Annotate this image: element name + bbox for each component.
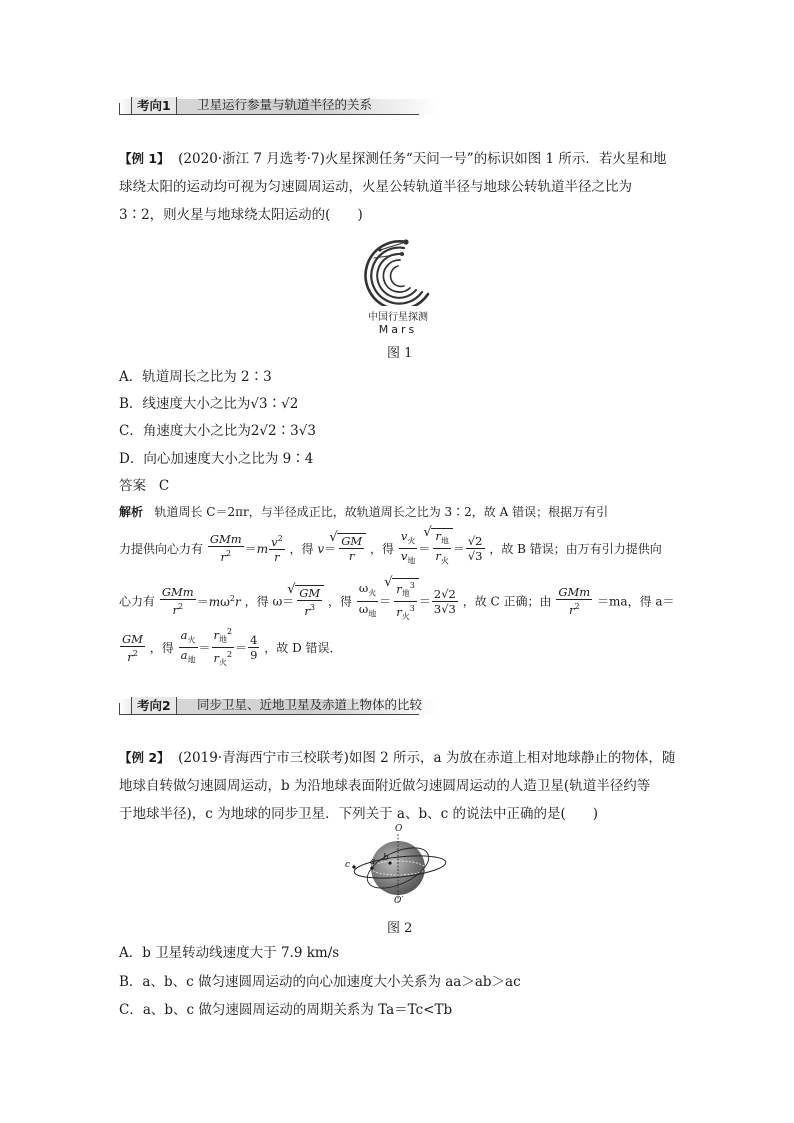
option-d: D．向心加速度大小之比为 9∶4 xyxy=(119,451,314,467)
example2-line-3: 于地球半径)，c 为地球的同步卫星．下列关于 a、b、c 的说法中正确的是( ) xyxy=(119,806,598,822)
formula-sqrt: √ $\frac{r_地^3}{r_火^3}$ xyxy=(392,578,419,624)
analysis-line-4: $\frac{GM}{r^2}$ ，得 $\frac{a_火}{a_地}$ ＝ $\frac{r_地^2}{r_火^2}$ ＝ $\frac{4}{9}$ ，故 D 错误． xyxy=(119,625,342,665)
example2-line-1 xyxy=(119,744,679,772)
analysis-text-2c: ，得 xyxy=(369,541,394,556)
option2-b: B．a、b、c 做匀速圆周运动的向心加速度大小关系为 aa＞ab＞ac xyxy=(119,974,521,990)
formula-fraction: $\frac{GM}{r^2}$ xyxy=(122,631,143,664)
figure1-caption: 图 1 xyxy=(387,346,413,361)
example2-stem xyxy=(119,744,679,828)
option-b-text: B．线速度大小之比为 xyxy=(119,396,251,412)
option-c-text: C．角速度大小之比为 xyxy=(119,423,251,439)
formula-sqrt: √ $\frac{GM}{r^3}$ xyxy=(295,585,324,618)
section-header-1 xyxy=(119,93,439,115)
option-b-math: √3∶√2 xyxy=(250,396,299,412)
earth-globe-icon xyxy=(340,826,450,906)
option2-a: A．b 卫星转动线速度大于 7.9 km/s xyxy=(119,945,340,961)
earth-orbit-figure xyxy=(340,826,450,906)
example1-line-3: 3∶2，则火星与地球绕太阳运动的( ) xyxy=(119,207,363,223)
answer-value: C xyxy=(158,478,170,494)
formula-fraction: $\frac{\omega_火}{\omega_地}$ xyxy=(358,581,377,618)
analysis-line-1 xyxy=(119,502,679,522)
tianwen-logo xyxy=(358,232,438,336)
label-c: c xyxy=(345,860,351,870)
formula-sqrt: √ $\frac{GM}{r}$ xyxy=(337,533,366,563)
formula-fraction: $\frac{2√2}{3√3}$ xyxy=(433,586,456,616)
mars-logo-arcs-icon xyxy=(358,232,438,306)
example1-stem xyxy=(119,145,679,229)
formula-fraction: $\frac{4}{9}$ xyxy=(250,633,258,663)
formula-fraction: $\frac{√2}{√3}$ xyxy=(467,533,483,563)
section-title: 同步卫星、近地卫星及赤道上物体的比较 xyxy=(197,697,423,712)
option-c xyxy=(119,421,316,441)
formula-fraction: $\frac{a_火}{a_地}$ xyxy=(180,627,196,665)
example1-line-1 xyxy=(119,145,679,173)
analysis-text-2a: 力提供向心力有 xyxy=(119,541,204,556)
option-a: A．轨道周长之比为 2∶3 xyxy=(119,369,272,385)
section-title: 卫星运行参量与轨道半径的关系 xyxy=(197,97,373,112)
formula-fraction: $\frac{\text{GMm}}{r^2}$ xyxy=(209,532,242,565)
analysis-text-4b: ，故 D 错误． xyxy=(264,641,342,656)
analysis-text-1: 轨道周长 C＝2πr，与半径成正比，故轨道周长之比为 3∶2，故 A 错误；根据万有引 xyxy=(154,505,609,519)
analysis-text-2b: ，得 xyxy=(289,541,314,556)
formula-fraction: $\frac{r_地^2}{r_火^2}$ xyxy=(213,627,233,668)
section-tag: 考向1 xyxy=(131,97,177,114)
analysis-text-3c: ，得 xyxy=(328,594,353,609)
analysis-text-4a: ，得 xyxy=(149,641,174,656)
logo-text-en: Mars xyxy=(378,323,418,336)
figure2-caption: 图 2 xyxy=(387,921,413,936)
answer-label: 答案 xyxy=(119,478,146,494)
analysis-text-3e: ＝ma，得 a＝ xyxy=(597,594,675,609)
label-a: a xyxy=(370,857,376,867)
example2-line-2: 地球自转做匀速圆周运动，b 为沿地球表面附近做匀速圆周运动的人造卫星(轨道半径约等 xyxy=(119,778,651,794)
example-label: 【例 2】 xyxy=(119,750,170,765)
analysis-text-3a: 心力有 xyxy=(119,594,156,609)
example1-line-2: 球绕太阳的运动均可视为匀速圆周运动，火星公转轨道半径与地球公转轨道半径之比为 xyxy=(119,179,632,195)
formula-fraction: $\frac{v_火}{v_地}$ xyxy=(400,528,416,566)
analysis-line-3: 心力有 $\frac{\text{GMm}}{r^2}$ $=m\omega^2r$ ，得 ω＝ √ $\frac{GM}{r^3}$ ，得 $\frac{\omega_火}{\omega_地}$ ＝ √ $\frac{r_地^3}{r_火^3}$ ＝ $\frac{2√2}{3√3}$ ，故 C 正确；由 $\frac{\text{GMm}}{r^2}$ ＝ma，得 a＝ xyxy=(119,578,675,618)
section-header-line xyxy=(119,714,419,715)
analysis-text-3d: ，故 C 正确；由 xyxy=(462,594,552,609)
answer-line xyxy=(119,476,169,496)
formula-sqrt: √ $\frac{r_地}{r_火}$ xyxy=(431,528,453,569)
analysis-line-2: 力提供向心力有 $\frac{\text{GMm}}{r^2}$ ＝m $\frac{v^2}{r}$ ，得 v＝ √ $\frac{GM}{r}$ ，得 $\frac{v_火}{v_地}$ ＝ √ $\frac{r_地}{r_火}$ ＝ $\frac{√2}{√3}$ ，故 B 错误；由万有引力提供向 xyxy=(119,528,662,568)
label-b: b xyxy=(383,853,389,863)
label-o: O xyxy=(395,824,403,834)
option-b xyxy=(119,394,298,414)
analysis-text-3b: ，得 xyxy=(244,594,269,609)
logo-text-cn: 中国行星探测 xyxy=(368,312,428,323)
example-label: 【例 1】 xyxy=(119,151,170,166)
label-o-prime: O′ xyxy=(394,896,404,906)
section-header-line xyxy=(119,114,419,115)
analysis-label: 解析 xyxy=(119,505,144,519)
option-c-math: 2√2∶3√3 xyxy=(250,423,316,439)
section-header-2 xyxy=(119,693,439,715)
example2-text-1: (2019·青海西宁市三校联考)如图 2 所示，a 为放在赤道上相对地球静止的物体，随 xyxy=(178,750,676,766)
formula-fraction: $\frac{\text{GMm}}{r^2}$ xyxy=(161,585,194,618)
section-tag: 考向2 xyxy=(131,697,177,714)
example1-text-1: (2020·浙江 7 月选考·7)火星探测任务“天问一号”的标识如图 1 所示．若火星和地 xyxy=(178,151,667,167)
analysis-text-2d: ，故 B 错误；由万有引力提供向 xyxy=(489,541,662,556)
formula-fraction: $\frac{v^2}{r}$ xyxy=(271,534,283,565)
option2-c: C．a、b、c 做匀速圆周运动的周期关系为 Ta＝Tc<Tb xyxy=(119,1002,453,1018)
formula-fraction: $\frac{\text{GMm}}{r^2}$ xyxy=(558,585,591,618)
